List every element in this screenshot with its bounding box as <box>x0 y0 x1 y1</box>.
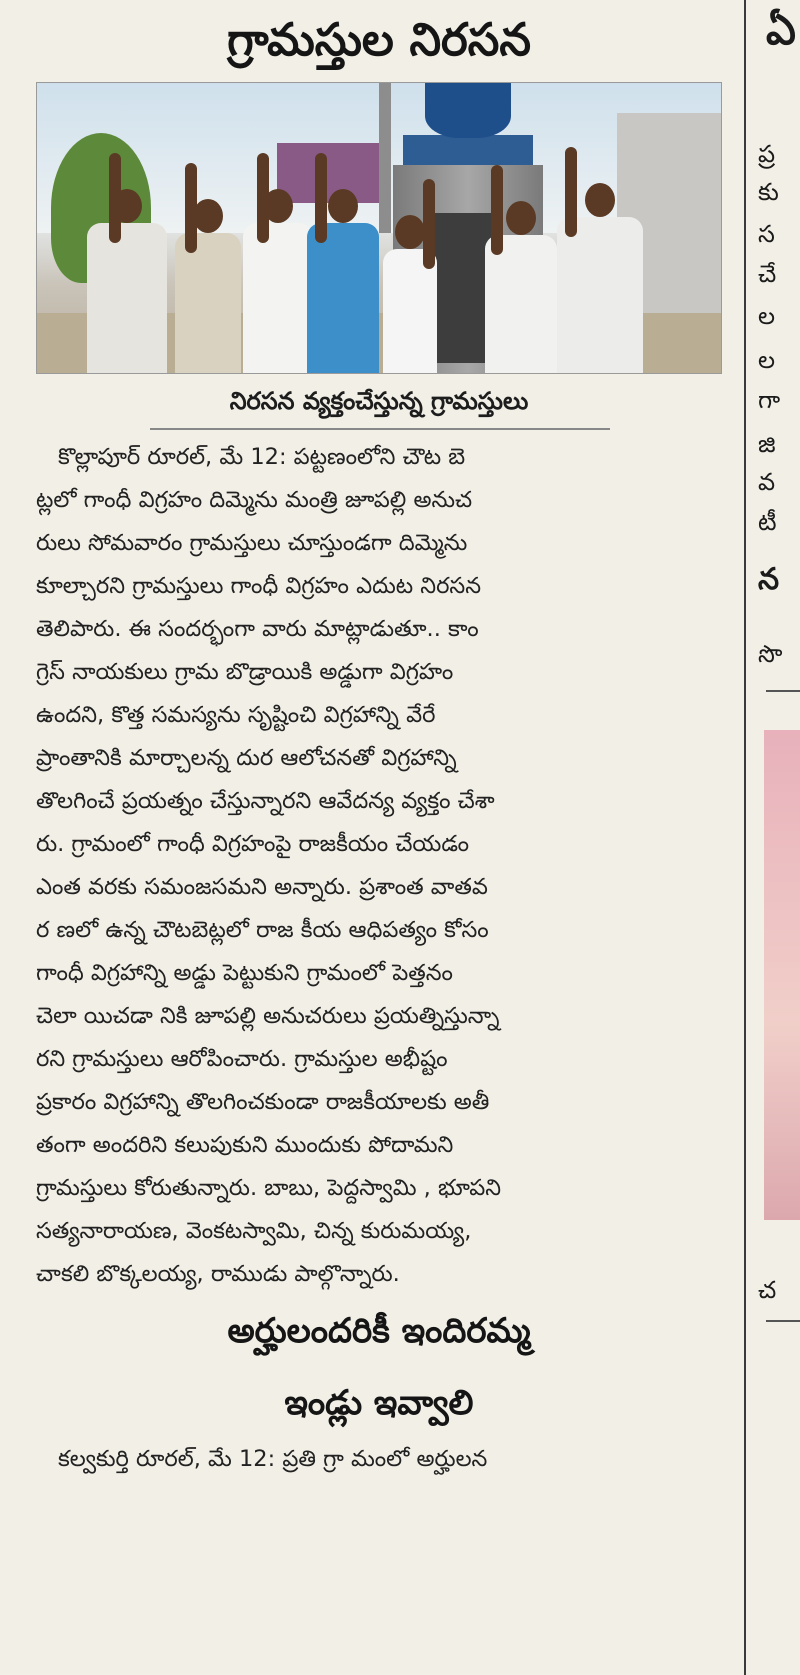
side-divider <box>766 690 800 692</box>
protester <box>383 249 437 373</box>
side-photo-fragment <box>764 730 800 1220</box>
side-line: టీ <box>758 508 777 536</box>
body-line: సత్యనారాయణ, వెంకటస్వామి, చిన్న కురుమయ్య, <box>36 1218 472 1244</box>
body-line: రని గ్రామస్తులు ఆరోపించారు. గ్రామస్తుల అభీష్టం <box>36 1046 448 1072</box>
article-body <box>36 436 722 1296</box>
second-article-headline-line2: ఇండ్లు ఇవ్వాలి <box>284 1383 474 1423</box>
body-line: గ్రామస్తులు కోరుతున్నారు. బాబు, పెద్దస్వామి , భూపని <box>36 1175 501 1201</box>
column-divider <box>744 0 746 1675</box>
body-line: చాకలి బొక్కలయ్య, రాముడు పాల్గొన్నారు. <box>36 1261 400 1287</box>
body-line: గ్రెస్ నాయకులు గ్రామ బొడ్రాయికి అడ్డుగా విగ్రహం <box>36 659 454 685</box>
photo-pole <box>379 83 391 233</box>
body-line: ర ణలో ఉన్న చౌటబెట్లలో రాజ కీయ ఆధిపత్యం కోసం <box>36 917 489 943</box>
second-article-body <box>36 1438 722 1481</box>
side-line: సొ <box>758 640 783 668</box>
side-line: చ <box>758 1276 777 1304</box>
protester <box>307 223 379 373</box>
body-line: తొలగించే ప్రయత్నం చేస్తున్నారని ఆవేదన్య వ్యక్తం చేశా <box>36 788 495 814</box>
body-line: ఉందని, కొత్త సమస్యను సృష్టించి విగ్రహాన్ని వేరే <box>36 702 436 728</box>
protester <box>87 223 167 373</box>
body-line: ప్రాంతానికి మార్చాలన్న దుర ఆలోచనతో విగ్రహాన్ని <box>36 745 457 771</box>
side-line: చే <box>758 260 777 288</box>
body-line: కల్వకుర్తి రూరల్, మే 12: ప్రతి గ్రా మంలో అర్హులన <box>58 1446 488 1472</box>
side-line: కు <box>758 178 779 206</box>
statue-figure <box>425 83 511 138</box>
body-line: కూల్చారని గ్రామస్తులు గాంధీ విగ్రహం ఎదుట నిరసన <box>36 573 482 599</box>
side-heading-fragment: న <box>758 562 780 597</box>
side-line: జి <box>758 430 776 458</box>
side-line: స <box>758 220 775 248</box>
protester <box>243 223 313 373</box>
body-line: ప్రకారం విగ్రహాన్ని తొలగించకుండా రాజకీయాలకు అతీ <box>36 1089 490 1115</box>
caption-divider <box>150 428 610 430</box>
body-line: ఎంత వరకు సమంజసమని అన్నారు. ప్రశాంత వాతవ <box>36 874 488 900</box>
body-line: తంగా అందరిని కలుపుకుని ముందుకు పోదామని <box>36 1132 454 1158</box>
protester <box>485 235 557 373</box>
photo-caption: నిరసన వ్యక్తంచేస్తున్న గ్రామస్తులు <box>229 387 529 415</box>
body-line: రు. గ్రామంలో గాంధీ విగ్రహంపై రాజకీయం చేయడం <box>36 831 470 857</box>
side-line: వ <box>758 468 776 496</box>
body-line: ట్లలో గాంధీ విగ్రహం దిమ్మెను మంత్రి జూపల్లి అనుచ <box>36 487 473 513</box>
side-line: ల <box>758 346 776 374</box>
body-line: రులు సోమవారం గ్రామస్తులు చూస్తుండగా దిమ్మెను <box>36 530 468 556</box>
side-headline-fragment: ఏ <box>766 5 796 54</box>
side-line: ల <box>758 302 776 330</box>
second-article-headline-line1: అర్హులందరికీ ఇందిరమ్మ <box>227 1311 531 1351</box>
adjacent-column-cropped <box>752 0 800 1675</box>
body-line: తెలిపారు. ఈ సందర్భంగా వారు మాట్లాడుతూ.. కాం <box>36 616 479 642</box>
statue-base <box>403 135 533 165</box>
protester <box>175 233 241 373</box>
article-headline: గ్రామస్తుల నిరసన <box>227 13 531 66</box>
side-line: గా <box>758 386 781 414</box>
body-line: కొల్లాపూర్ రూరల్, మే 12: పట్టణంలోని చౌట బె <box>58 444 466 470</box>
body-line: చెలా యిచడా నికి జూపల్లి అనుచరులు ప్రయత్నిస్తున్నా <box>36 1003 500 1029</box>
side-line: ప్ర <box>758 140 776 168</box>
body-line: గాంధీ విగ్రహాన్ని అడ్డు పెట్టుకుని గ్రామంలో పెత్తనం <box>36 960 453 986</box>
news-photo <box>36 82 722 374</box>
side-divider <box>766 1320 800 1322</box>
protester <box>557 217 643 373</box>
